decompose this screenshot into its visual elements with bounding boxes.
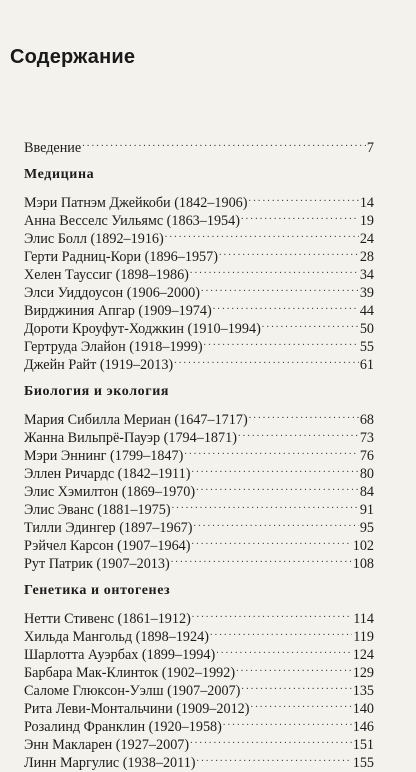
toc-entry-name: Саломе Глюксон-Уэлш (1907–2007) [24, 683, 241, 699]
toc-entry-intro [24, 134, 374, 156]
toc-entry-name: Рэйчел Карсон (1907–1964) [24, 538, 191, 554]
leader-dots [236, 659, 352, 677]
leader-dots [197, 749, 352, 767]
toc-entry-page: 124 [352, 647, 374, 663]
leader-dots [219, 243, 359, 261]
leader-dots [172, 496, 359, 514]
leader-dots [204, 333, 359, 351]
toc-entry-page: 151 [352, 737, 374, 753]
toc-entry-name: Анна Весселс Уильямс (1863–1954) [24, 213, 240, 229]
leader-dots [165, 225, 359, 243]
section-title: Генетика и онтогенез [24, 583, 171, 598]
toc-entry-page: 34 [359, 267, 374, 283]
toc-entry-page: 140 [352, 701, 374, 717]
toc-entry [24, 406, 374, 428]
leader-dots [241, 677, 351, 695]
toc-entry-name: Вирджиния Апгар (1909–1974) [24, 303, 212, 319]
toc-entry-page: 68 [359, 412, 374, 428]
leader-dots [191, 460, 358, 478]
toc-entry-page: 14 [359, 195, 374, 211]
leader-dots [223, 713, 352, 731]
toc-entry-name: Розалинд Франклин (1920–1958) [24, 719, 222, 735]
toc-entry-page: 61 [359, 357, 374, 373]
toc-entry-page: 155 [352, 755, 374, 771]
toc-entry-name: Рита Леви-Монтальчини (1909–2012) [24, 701, 250, 717]
leader-dots [82, 134, 366, 152]
toc-entry-page: 39 [359, 285, 374, 301]
leader-dots [241, 207, 359, 225]
toc-entry-name: Хильда Мангольд (1898–1924) [24, 629, 209, 645]
toc-entry-page: 24 [359, 231, 374, 247]
toc-entry-name: Элис Эванс (1881–1975) [24, 502, 171, 518]
toc-sections [24, 166, 374, 771]
leader-dots [184, 442, 358, 460]
section-title: Медицина [24, 167, 95, 182]
toc-entry-page: 95 [359, 520, 374, 536]
leader-dots [249, 406, 359, 424]
leader-dots [190, 731, 352, 749]
toc-entry-page: 28 [359, 249, 374, 265]
toc-entry-name: Шарлотта Ауэрбах (1899–1994) [24, 647, 216, 663]
toc-entry [24, 605, 374, 627]
leader-dots [196, 478, 359, 496]
toc-entry-name: Рут Патрик (1907–2013) [24, 556, 170, 572]
toc-entry-page: 44 [359, 303, 374, 319]
toc-entry-page: 119 [353, 629, 374, 645]
leader-dots [192, 605, 352, 623]
toc-entry-name: Жанна Вильпрё-Пауэр (1794–1871) [24, 430, 237, 446]
toc-entry-name: Элси Уиддоусон (1906–2000) [24, 285, 200, 301]
toc-entry-page: 102 [352, 538, 374, 554]
leader-dots [191, 532, 351, 550]
toc-entry-page: 55 [359, 339, 374, 355]
toc-entry-name: Мария Сибилла Мериан (1647–1717) [24, 412, 248, 428]
leader-dots [171, 550, 352, 568]
toc-entry-name: Дороти Кроуфут-Ходжкин (1910–1994) [24, 321, 261, 337]
leader-dots [210, 623, 352, 641]
toc-entry-page: 114 [353, 611, 374, 627]
toc-entry-name: Элис Болл (1892–1916) [24, 231, 164, 247]
toc-entry-page: 135 [352, 683, 374, 699]
toc-entry-page: 50 [359, 321, 374, 337]
toc-entry-page: 91 [359, 502, 374, 518]
leader-dots [238, 424, 359, 442]
toc-entry-name: Джейн Райт (1919–2013) [24, 357, 174, 373]
toc-entry-page: 80 [359, 466, 374, 482]
toc-entry-page: 19 [359, 213, 374, 229]
section-title: Биология и экология [24, 384, 170, 399]
toc-entry-name: Мэри Патнэм Джейкоби (1842–1906) [24, 195, 248, 211]
leader-dots [249, 189, 359, 207]
leader-dots [213, 297, 359, 315]
toc-entry-page: 73 [359, 430, 374, 446]
table-of-contents [24, 134, 374, 771]
toc-entry-name: Введение [24, 140, 82, 156]
toc-entry-name: Нетти Стивенс (1861–1912) [24, 611, 191, 627]
toc-entry-name: Мэри Эннинг (1799–1847) [24, 448, 184, 464]
toc-entry [24, 189, 374, 211]
toc-entry-page: 129 [352, 665, 374, 681]
toc-entry-name: Хелен Тауссиг (1898–1986) [24, 267, 189, 283]
toc-entry-name: Элис Хэмилтон (1869–1970) [24, 484, 196, 500]
toc-entry-name: Линн Маргулис (1938–2011) [24, 755, 196, 771]
leader-dots [216, 641, 352, 659]
toc-entry-name: Эллен Ричардс (1842–1911) [24, 466, 191, 482]
leader-dots [201, 279, 359, 297]
page-title: Содержание [10, 46, 136, 68]
toc-entry-name: Энн Макларен (1927–2007) [24, 737, 190, 753]
toc-entry-page: 7 [366, 140, 374, 156]
leader-dots [174, 351, 359, 369]
toc-entry-page: 146 [352, 719, 374, 735]
leader-dots [190, 261, 359, 279]
toc-entry-page: 84 [359, 484, 374, 500]
toc-entry-page: 76 [359, 448, 374, 464]
toc-entry-name: Гертруда Элайон (1918–1999) [24, 339, 203, 355]
toc-entry-name: Барбара Мак-Клинток (1902–1992) [24, 665, 236, 681]
toc-entry-name: Тилли Эдингер (1897–1967) [24, 520, 193, 536]
toc-entry-page: 108 [352, 556, 374, 572]
leader-dots [262, 315, 359, 333]
toc-entry-name: Герти Радниц-Кори (1896–1957) [24, 249, 218, 265]
leader-dots [193, 514, 358, 532]
